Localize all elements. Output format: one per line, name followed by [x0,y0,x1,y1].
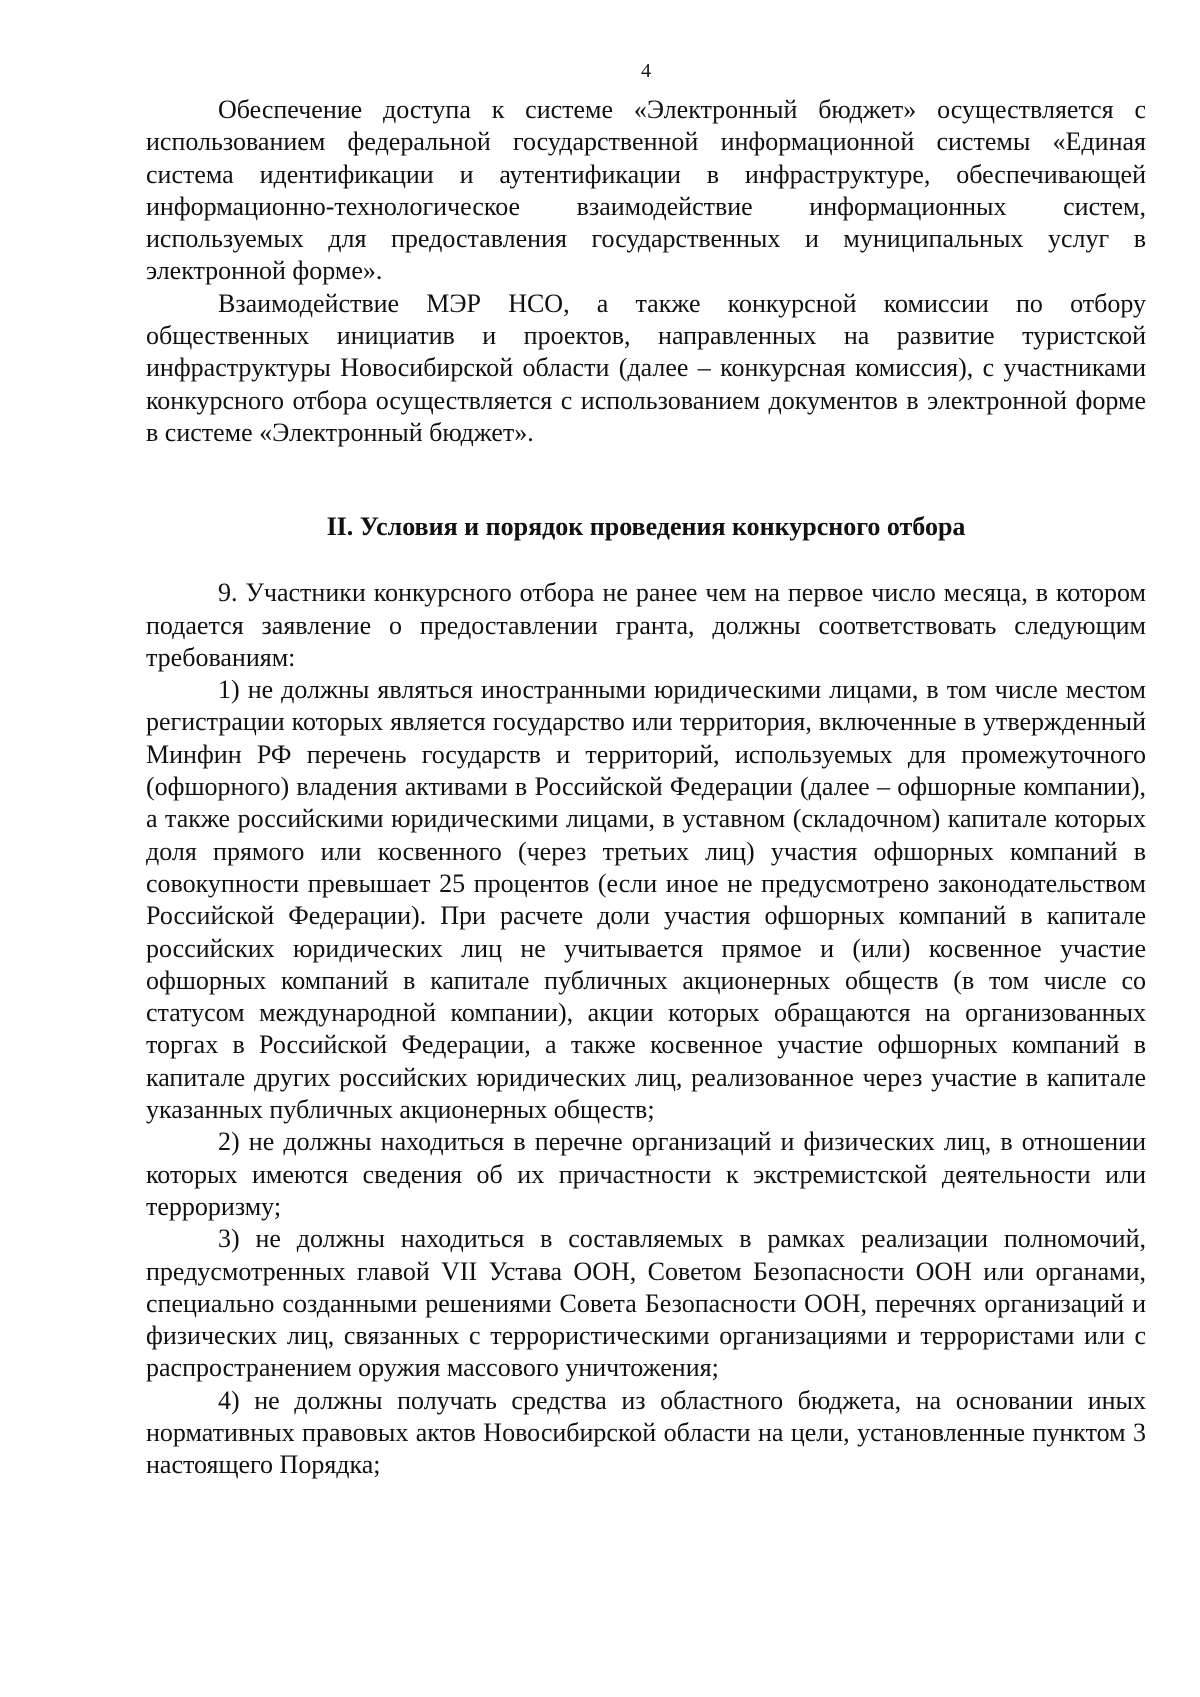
paragraph-requirement-1: 1) не должны являться иностранными юридическими лицами, в том числе местом регистрации которых является государство или территория, включенные в утвержденный Минфин РФ перечень государств и территорий, используемых для промежуточного (офшорного) владения активами в Российской Федерации (далее – офшорные компании), а также российскими юридическими лицами, в уставном (складочном) капитале которых доля прямого или косвенного (через третьих лиц) участия офшорных компаний в совокупности превышает 25 процентов (если иное не предусмотрено законодательством Российской Федерации). При расчете доли участия офшорных компаний в капитале российских юридических лиц не учитывается прямое и (или) косвенное участие офшорных компаний в капитале публичных акционерных обществ (в том числе со статусом международной компании), акции которых обращаются на организованных торгах в Российской Федерации, а также косвенное участие офшорных компаний в капитале других российских юридических лиц, реализованное через участие в капитале указанных публичных акционерных обществ; [146,675,1146,1125]
paragraph-requirement-3: 3) не должны находиться в составляемых в рамках реализации полномочий, предусмотренных главой VII Устава ООН, Советом Безопасности ООН или органами, специально созданными решениями Совета Безопасности ООН, перечнях организаций и физических лиц, связанных с террористическими организациями и террористами или с распространением оружия массового уничтожения; [146,1224,1146,1383]
paragraph-requirement-4: 4) не должны получать средства из областного бюджета, на основании иных нормативных правовых актов Новосибирской области на цели, установленные пунктом 3 настоящего Порядка; [146,1385,1146,1480]
paragraph-electronic-budget-access: Обеспечение доступа к системе «Электронный бюджет» осуществляется с использованием федеральной государственной информационной системы «Единая система идентификации и аутентификации в инфраструктуре, обеспечивающей информационно-технологическое взаимодействие информационных систем, используемых для предоставления государственных и муниципальных услуг в электронной форме». [146,95,1146,286]
paragraph-requirement-2: 2) не должны находиться в перечне организаций и физических лиц, в отношении которых имеются сведения об их причастности к экстремистской деятельности или терроризму; [146,1127,1146,1221]
paragraph-interaction: Взаимодействие МЭР НСО, а также конкурсной комиссии по отбору общественных инициатив и проектов, направленных на развитие туристской инфраструктуры Новосибирской области (далее – конкурсная комиссия), с участниками конкурсного отбора осуществляется с использованием документов в электронной форме в системе «Электронный бюджет». [146,288,1146,447]
paragraph-item-9: 9. Участники конкурсного отбора не ранее чем на первое число месяца, в котором подается заявление о предоставлении гранта, должны соответствовать следующим требованиям: [146,578,1146,672]
page-number: 4 [641,60,651,82]
document-page [146,60,1146,1482]
section-heading: II. Условия и порядок проведения конкурсного отбора [326,512,966,542]
